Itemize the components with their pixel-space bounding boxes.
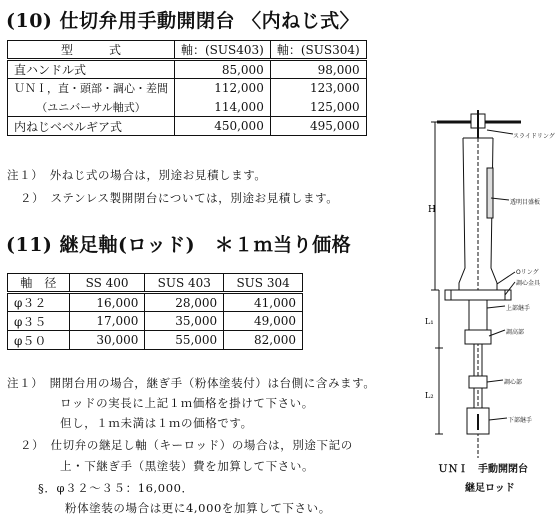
table-row bbox=[8, 331, 303, 350]
table-header: 軸：(SUS403) bbox=[175, 41, 271, 60]
table-cell: 30,000 bbox=[69, 331, 145, 350]
upper-joint-label: 上部継手 bbox=[506, 305, 531, 312]
note-text: 注１） 開閉台用の場合，継ぎ手（粉体塗装付）は台側に含みます。 bbox=[7, 376, 376, 390]
table-cell: 17,000 bbox=[69, 312, 145, 331]
slide-ring-label: スライドリング bbox=[513, 133, 555, 140]
valve-stand-price-table bbox=[7, 40, 367, 136]
table-header: SUS 304 bbox=[224, 274, 303, 293]
valve-stand-diagram bbox=[425, 108, 560, 468]
table-row bbox=[8, 312, 303, 331]
note-text: ロッドの実長に上記１ｍ価格を掛けて下さい。 bbox=[60, 396, 314, 410]
table-header: SS 400 bbox=[69, 274, 145, 293]
o-ring-label: Oリング bbox=[516, 269, 539, 276]
table-row bbox=[8, 117, 367, 136]
table-cell: 16,000 bbox=[69, 293, 145, 312]
dim-l2-label: L₂ bbox=[425, 391, 434, 400]
table-cell: φ３５ bbox=[8, 312, 70, 331]
table-cell: 114,000 bbox=[175, 98, 271, 117]
table-cell: 内ねじベベルギア式 bbox=[8, 117, 175, 136]
table-row bbox=[8, 98, 367, 117]
table-cell: （ユニバーサル軸式） bbox=[8, 98, 175, 117]
section10-title: (10) 仕切弁用手動開閉台 〈内ねじ式〉 bbox=[6, 10, 360, 32]
table-cell: 41,000 bbox=[224, 293, 303, 312]
note-text: 上・下継ぎ手（黒塗装）費を加算して下さい。 bbox=[60, 459, 315, 473]
adjust-metal-label: 調心金具 bbox=[516, 280, 541, 287]
table-cell: 123,000 bbox=[270, 79, 366, 98]
table-cell: 450,000 bbox=[175, 117, 271, 136]
table-cell: 直ハンドル式 bbox=[8, 60, 175, 79]
table-row bbox=[8, 60, 367, 79]
note-text: 粉体塗装の場合は更に4,000を加算して下さい。 bbox=[65, 501, 331, 515]
table-cell: 35,000 bbox=[145, 312, 224, 331]
table-header: 軸：(SUS304) bbox=[270, 41, 366, 60]
table-cell: 55,000 bbox=[145, 331, 224, 350]
note-text: §．φ３２～３５：16,000． bbox=[38, 481, 194, 495]
table-cell: φ５０ bbox=[8, 331, 70, 350]
adjust-part-label: 調高部 bbox=[506, 329, 525, 336]
table-header: 型 式 bbox=[8, 41, 175, 60]
table-row bbox=[8, 293, 303, 312]
table-cell: 82,000 bbox=[224, 331, 303, 350]
lower-joint-label: 下部継手 bbox=[508, 417, 533, 424]
note-text: 注１） 外ねじ式の場合は，別途お見積します。 bbox=[7, 168, 267, 182]
table-cell: 125,000 bbox=[270, 98, 366, 117]
section11-title: (11) 継足軸(ロッド) ＊１ｍ当り価格 bbox=[6, 234, 352, 256]
dim-h-label: H bbox=[428, 205, 436, 215]
table-cell: 98,000 bbox=[270, 60, 366, 79]
rod-price-table bbox=[7, 273, 303, 350]
table-cell: 28,000 bbox=[145, 293, 224, 312]
diagram-caption-stand: ＵＮＩ 手動開閉台 bbox=[438, 464, 528, 475]
table-cell: ＵＮＩ，直・頭部・調心・差間 bbox=[8, 79, 175, 98]
diagram-caption-rod: 継足ロッド bbox=[465, 483, 515, 494]
dim-l1-label: L₁ bbox=[425, 317, 434, 326]
adjust-core-label: 調心部 bbox=[504, 379, 523, 386]
table-cell: 112,000 bbox=[175, 79, 271, 98]
note-text: ２） ステンレス製開閉台については，別途お見積します。 bbox=[20, 191, 339, 205]
table-row bbox=[8, 79, 367, 98]
table-cell: 85,000 bbox=[175, 60, 271, 79]
table-cell: 49,000 bbox=[224, 312, 303, 331]
note-text: 但し，１ｍ未満は１ｍの価格です。 bbox=[60, 416, 253, 430]
clear-cover-label: 透明目盛板 bbox=[510, 199, 541, 206]
note-text: ２） 仕切弁の継足し軸（キーロッド）の場合は，別途下記の bbox=[20, 438, 353, 452]
table-cell: 495,000 bbox=[270, 117, 366, 136]
table-header: SUS 403 bbox=[145, 274, 224, 293]
table-cell: φ３２ bbox=[8, 293, 70, 312]
table-header: 軸 径 bbox=[8, 274, 70, 293]
